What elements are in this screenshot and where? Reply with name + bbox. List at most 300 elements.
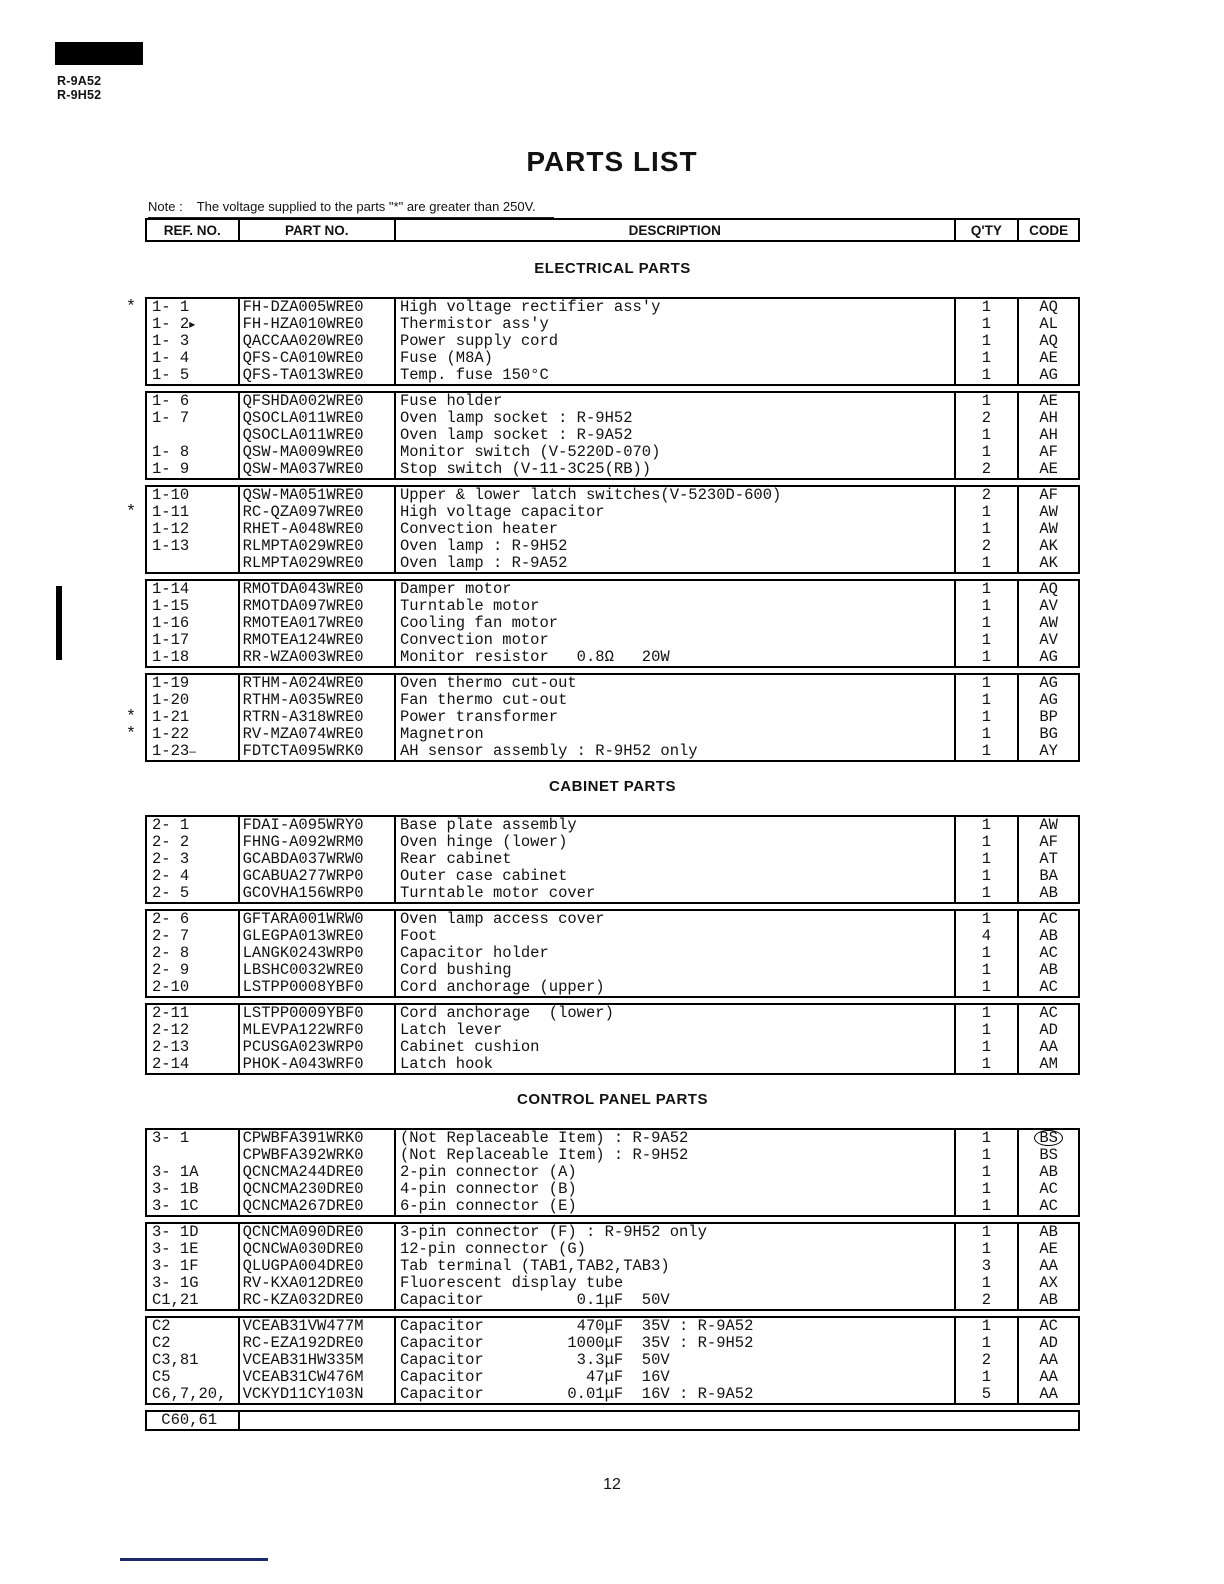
code-text: AB [1039,961,1058,979]
table-row [147,851,1078,868]
ref-no-text: 1-14 [152,580,190,598]
code-cell [1019,851,1078,868]
part-no-cell: CPWBFA392WRK0 [240,1147,396,1164]
table-row [147,1147,1078,1164]
table-row [147,1181,1078,1198]
table-row [147,1258,1078,1275]
high-voltage-star: * [125,503,137,522]
qty-cell: 1 [956,692,1020,709]
ref-no-cell [147,868,240,885]
code-cell [1019,1181,1078,1198]
description-cell: 3-pin connector (F) : R-9H52 only [396,1224,956,1241]
qty-cell: 1 [956,649,1020,666]
qty-cell: 1 [956,598,1020,615]
part-no-cell: GCABUA277WRP0 [240,868,396,885]
table-row [125,708,1078,727]
code-cell [1019,834,1078,851]
code-cell [1019,427,1078,444]
description-cell: Capacitor 470μF 35V : R-9A52 [396,1318,956,1335]
code-cell [1019,1352,1078,1369]
ref-no-text: 1-23 [152,742,190,760]
code-text: BS [1039,1146,1058,1164]
description-cell: Oven thermo cut-out [396,675,956,692]
code-text: BP [1039,708,1058,726]
ref-no-text: 1-10 [152,486,190,504]
qty-cell: 1 [956,1241,1020,1258]
ref-no-text: 1-17 [152,631,190,649]
ref-no-text: 1-18 [152,648,190,666]
description-cell: Turntable motor [396,598,956,615]
code-text: AY [1039,742,1058,760]
description-cell: Capacitor 47μF 16V [396,1369,956,1386]
ref-no-cell [147,1386,240,1403]
sections-root [125,260,1080,1431]
description-cell: Monitor resistor 0.8Ω 20W [396,649,956,666]
ref-no-text: C2 [152,1317,171,1335]
part-no-cell: QCNCMA244DRE0 [240,1164,396,1181]
description-cell: Fluorescent display tube [396,1275,956,1292]
ref-no-cell [147,1258,240,1275]
code-cell [1019,743,1078,760]
part-no-cell: RTHM-A024WRE0 [240,675,396,692]
description-cell: Oven lamp : R-9H52 [396,538,956,555]
section-groups [145,815,1080,1075]
code-text: AB [1039,1163,1058,1181]
model-number-1: R-9A52 [57,74,102,88]
code-text: AG [1039,691,1058,709]
qty-cell: 3 [956,1258,1020,1275]
part-no-cell: QSOCLA011WRE0 [240,410,396,427]
code-cell [1019,1275,1078,1292]
code-cell [1019,632,1078,649]
description-cell: Power supply cord [396,333,956,350]
qty-cell: 1 [956,675,1020,692]
part-no-cell: MLEVPA122WRF0 [240,1022,396,1039]
description-cell: 6-pin connector (E) [396,1198,956,1215]
row-group [145,909,1080,998]
qty-cell: 2 [956,1292,1020,1309]
code-cell [1019,1241,1078,1258]
ref-no-text: 1-22 [152,725,190,743]
ref-no-cell [147,1164,240,1181]
part-no-cell: QSW-MA051WRE0 [240,487,396,504]
qty-cell: 1 [956,1130,1020,1147]
ref-no-text: 2- 9 [152,961,190,979]
description-cell: Upper & lower latch switches(V-5230D-600) [396,487,956,504]
ref-no-text: 3- 1F [152,1257,199,1275]
ref-no-cell [147,316,240,333]
part-no-cell: GLEGPA013WRE0 [240,928,396,945]
description-cell: Base plate assembly [396,817,956,834]
code-text: AE [1039,392,1058,410]
qty-cell: 1 [956,427,1020,444]
part-no-cell: LSTPP0008YBF0 [240,979,396,996]
ref-no-text: 2-13 [152,1038,190,1056]
code-cell [1019,521,1078,538]
ref-no-text: 1-19 [152,674,190,692]
qty-cell: 4 [956,928,1020,945]
qty-cell: 1 [956,1022,1020,1039]
code-text: AG [1039,366,1058,384]
table-row [147,743,1078,760]
high-voltage-star: * [125,708,137,727]
code-text: AE [1039,1240,1058,1258]
code-text: AW [1039,614,1058,632]
part-no-cell: FH-DZA005WRE0 [240,299,396,316]
code-text: AK [1039,554,1058,572]
code-text: AG [1039,648,1058,666]
ref-no-text: 2-11 [152,1004,190,1022]
ref-no-cell [147,615,240,632]
qty-cell: 1 [956,581,1020,598]
code-cell [1019,410,1078,427]
code-cell [1019,1130,1078,1147]
code-cell [1019,709,1078,726]
table-row [147,444,1078,461]
code-text: AG [1039,674,1058,692]
ref-no-cell [147,1369,240,1386]
code-text: AV [1039,631,1058,649]
ref-no-cell [147,1130,240,1147]
qty-cell: 1 [956,911,1020,928]
part-no-cell: RLMPTA029WRE0 [240,555,396,572]
code-cell [1019,649,1078,666]
page-title: PARTS LIST [526,146,698,177]
code-text: AW [1039,520,1058,538]
code-text: AK [1039,537,1058,555]
ref-no-cell [147,851,240,868]
part-no-cell: RMOTEA017WRE0 [240,615,396,632]
row-group [145,391,1080,480]
part-no-cell: QSW-MA037WRE0 [240,461,396,478]
row-group [145,579,1080,668]
qty-cell: 1 [956,743,1020,760]
description-cell: Oven lamp : R-9A52 [396,555,956,572]
ref-no-cell [147,538,240,555]
ref-no-text: 3- 1G [152,1274,199,1292]
ref-no-cell [147,649,240,666]
ref-no-text: C2 [152,1334,171,1352]
part-no-cell: FH-HZA010WRE0 [240,316,396,333]
part-no-cell: CPWBFA391WRK0 [240,1130,396,1147]
qty-cell [956,1412,1020,1429]
qty-cell: 2 [956,487,1020,504]
code-text: AX [1039,1274,1058,1292]
part-no-cell: FDAI-A095WRY0 [240,817,396,834]
part-no-cell: QLUGPA004DRE0 [240,1258,396,1275]
table-row [147,393,1078,410]
part-no-cell: QCNCMA267DRE0 [240,1198,396,1215]
code-cell [1019,726,1078,743]
ref-no-cell [147,1275,240,1292]
qty-cell: 1 [956,316,1020,333]
description-cell: Cord bushing [396,962,956,979]
qty-cell: 2 [956,461,1020,478]
code-text: AQ [1039,580,1058,598]
ref-no-text: 2-12 [152,1021,190,1039]
ref-no-cell [147,632,240,649]
header-ref-no: REF. NO. [147,220,240,240]
voltage-note [148,199,554,218]
part-no-cell: RLMPTA029WRE0 [240,538,396,555]
ref-no-cell [147,834,240,851]
ref-no-text: 1- 6 [152,392,190,410]
qty-cell: 1 [956,1224,1020,1241]
ref-no-text: 1- 4 [152,349,190,367]
ref-no-cell [147,1352,240,1369]
part-no-cell: LANGK0243WRP0 [240,945,396,962]
qty-cell: 1 [956,726,1020,743]
ref-no-cell [147,885,240,902]
table-row [147,487,1078,504]
code-text: AE [1039,460,1058,478]
code-cell [1019,817,1078,834]
description-cell: 12-pin connector (G) [396,1241,956,1258]
table-row [147,1056,1078,1073]
part-no-cell: FDTCTA095WRK0 [240,743,396,760]
ref-no-text: 1- 9 [152,460,190,478]
part-no-cell: VCEAB31VW477M [240,1318,396,1335]
code-cell [1019,333,1078,350]
qty-cell: 1 [956,1369,1020,1386]
code-cell [1019,598,1078,615]
qty-cell: 1 [956,834,1020,851]
qty-cell: 1 [956,333,1020,350]
description-cell: Capacitor holder [396,945,956,962]
ref-no-text: C5 [152,1368,171,1386]
description-cell: Fan thermo cut-out [396,692,956,709]
part-no-cell: RR-WZA003WRE0 [240,649,396,666]
qty-cell: 1 [956,555,1020,572]
code-cell [1019,928,1078,945]
table-row [147,1198,1078,1215]
qty-cell: 5 [956,1386,1020,1403]
ref-no-text: 1-16 [152,614,190,632]
part-no-cell: PHOK-A043WRF0 [240,1056,396,1073]
section-groups [125,297,1080,762]
code-cell [1019,911,1078,928]
description-cell: Monitor switch (V-5220D-070) [396,444,956,461]
code-cell [1019,461,1078,478]
table-row [147,885,1078,902]
table-row [147,521,1078,538]
scan-artifact-bar [56,586,62,660]
part-no-cell: QCNCMA090DRE0 [240,1224,396,1241]
ref-no-cell [147,709,240,726]
code-cell [1019,615,1078,632]
code-text: AW [1039,816,1058,834]
table-row [147,928,1078,945]
part-no-cell [240,1412,396,1429]
table-row [147,410,1078,427]
ref-no-text: 3- 1D [152,1223,199,1241]
ref-no-cell [147,1412,240,1429]
ref-no-cell [147,817,240,834]
row-group [145,1222,1080,1311]
part-no-cell: LSTPP0009YBF0 [240,1005,396,1022]
code-cell [1019,962,1078,979]
ref-no-text: 3- 1A [152,1163,199,1181]
code-cell [1019,945,1078,962]
table-row [125,725,1078,744]
description-cell: Foot [396,928,956,945]
qty-cell: 1 [956,1005,1020,1022]
code-text: AD [1039,1021,1058,1039]
parts-section [125,260,1080,762]
qty-cell: 1 [956,1056,1020,1073]
table-row [147,945,1078,962]
code-text: AH [1039,426,1058,444]
qty-cell: 1 [956,504,1020,521]
code-cell [1019,581,1078,598]
qty-cell: 1 [956,885,1020,902]
ref-no-cell [147,1198,240,1215]
qty-cell: 1 [956,1039,1020,1056]
qty-cell: 1 [956,1198,1020,1215]
ref-no-text: 1- 5 [152,366,190,384]
qty-cell: 1 [956,350,1020,367]
code-cell [1019,1369,1078,1386]
section-groups [145,1128,1080,1431]
description-cell: Oven lamp access cover [396,911,956,928]
code-cell [1019,1147,1078,1164]
code-cell [1019,1164,1078,1181]
part-no-cell: VCEAB31HW335M [240,1352,396,1369]
code-cell [1019,979,1078,996]
description-cell: Cord anchorage (upper) [396,979,956,996]
table-row [147,1318,1078,1335]
ref-no-text: 1-15 [152,597,190,615]
parts-section [145,778,1080,1075]
ref-no-text: 3- 1C [152,1197,199,1215]
ref-no-cell [147,350,240,367]
table-row [147,1369,1078,1386]
table-header-row [145,218,1080,242]
section-title: CONTROL PANEL PARTS [517,1091,708,1108]
qty-cell: 1 [956,299,1020,316]
pencil-mark: – [189,744,196,758]
table-row [147,555,1078,572]
ref-no-cell [147,1335,240,1352]
code-text: AL [1039,315,1058,333]
description-cell: Oven lamp socket : R-9A52 [396,427,956,444]
table-row [147,1022,1078,1039]
table-row [147,1275,1078,1292]
part-no-cell: RV-KXA012DRE0 [240,1275,396,1292]
part-no-cell: RMOTEA124WRE0 [240,632,396,649]
description-cell: Capacitor 0.1μF 50V [396,1292,956,1309]
ref-no-cell [147,1022,240,1039]
table-row [147,1292,1078,1309]
part-no-cell: RC-EZA192DRE0 [240,1335,396,1352]
code-text: AA [1039,1038,1058,1056]
qty-cell: 1 [956,444,1020,461]
ref-no-text: 2- 3 [152,850,190,868]
code-text: AF [1039,833,1058,851]
table-row [147,350,1078,367]
code-text: AV [1039,597,1058,615]
table-row [147,632,1078,649]
ref-no-cell [147,1241,240,1258]
description-cell: Tab terminal (TAB1,TAB2,TAB3) [396,1258,956,1275]
qty-cell: 1 [956,868,1020,885]
code-text: BG [1039,725,1058,743]
code-cell [1019,1412,1078,1429]
description-cell: Fuse holder [396,393,956,410]
table-row [147,817,1078,834]
ref-no-cell [147,928,240,945]
description-cell: Convection motor [396,632,956,649]
code-text: AC [1039,1180,1058,1198]
code-text: AQ [1039,332,1058,350]
ref-no-text: 2- 2 [152,833,190,851]
ref-no-cell [147,1039,240,1056]
table-row [125,298,1078,317]
code-cell [1019,692,1078,709]
code-text: AC [1039,978,1058,996]
qty-cell: 1 [956,1335,1020,1352]
ref-no-cell [147,521,240,538]
part-no-cell: RTRN-A318WRE0 [240,709,396,726]
ref-no-cell [147,911,240,928]
ref-no-cell [147,427,240,444]
ref-no-cell [147,487,240,504]
header-qty: Q'TY [956,220,1020,240]
table-row [147,427,1078,444]
code-cell [1019,1039,1078,1056]
header-code: CODE [1029,222,1069,238]
ref-no-cell [147,675,240,692]
qty-cell: 1 [956,979,1020,996]
ref-no-cell [147,962,240,979]
description-cell: Convection heater [396,521,956,538]
qty-cell: 1 [956,945,1020,962]
table-row [147,316,1078,333]
code-cell [1019,1318,1078,1335]
code-cell [1019,487,1078,504]
qty-cell: 2 [956,1352,1020,1369]
qty-cell: 1 [956,1181,1020,1198]
part-no-cell: RC-KZA032DRE0 [240,1292,396,1309]
description-cell: AH sensor assembly : R-9H52 only [396,743,956,760]
model-number-2: R-9H52 [57,88,102,102]
code-text: AA [1039,1385,1058,1403]
ref-no-cell [147,945,240,962]
ref-no-text: 1- 1 [152,298,190,316]
ref-no-cell [147,410,240,427]
ref-no-cell [147,1292,240,1309]
table-row [147,1164,1078,1181]
table-row [147,649,1078,666]
part-no-cell: RMOTDA043WRE0 [240,581,396,598]
table-row [147,615,1078,632]
ref-no-text: 3- 1E [152,1240,199,1258]
ref-no-cell [147,1224,240,1241]
qty-cell: 1 [956,393,1020,410]
code-text: AA [1039,1351,1058,1369]
table-row [147,1130,1078,1147]
code-text: BS [1034,1130,1063,1146]
code-text: AD [1039,1334,1058,1352]
part-no-cell: QFS-TA013WRE0 [240,367,396,384]
note-text: The voltage supplied to the parts "*" are greater than 250V. [196,199,536,214]
code-text: AC [1039,944,1058,962]
pencil-mark: ▸ [189,317,196,331]
table-row [147,538,1078,555]
table-row [147,1241,1078,1258]
table-row [147,598,1078,615]
description-cell: 2-pin connector (A) [396,1164,956,1181]
